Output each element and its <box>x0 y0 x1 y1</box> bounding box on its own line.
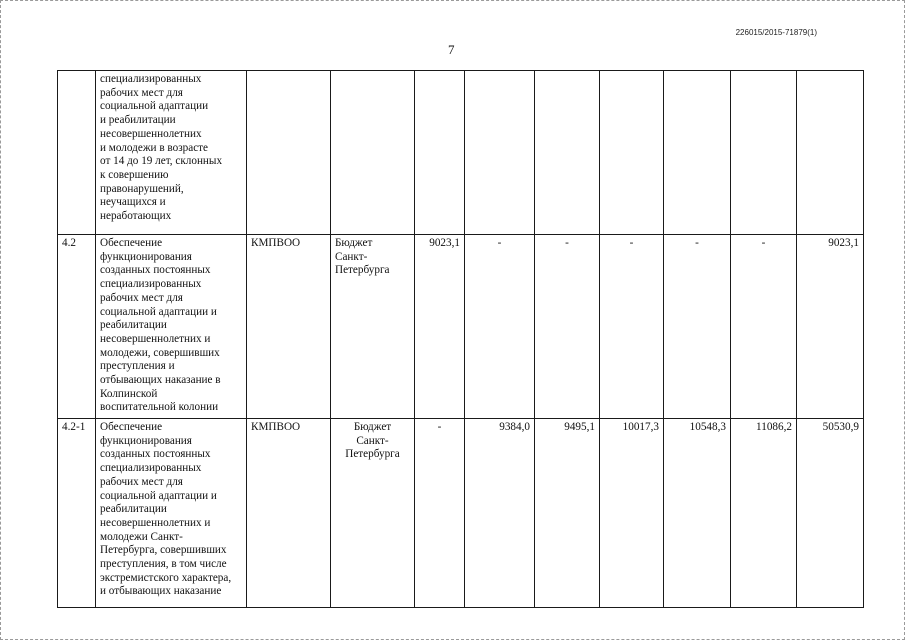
description-line: воспитательной колонии <box>100 401 219 414</box>
description-line: Колпинской <box>100 387 158 400</box>
funding-source-line: Петербурга <box>335 264 390 277</box>
row-value-cell: 9023,1 <box>415 235 465 419</box>
description-line: рабочих мест для <box>100 86 183 99</box>
description-line: социальной адаптации и <box>100 305 217 318</box>
row-description-cell <box>96 71 247 235</box>
row-value-cell: - <box>664 235 731 419</box>
funding-source-line: Петербурга <box>345 448 400 461</box>
description-line: Обеспечение <box>100 237 163 249</box>
description-line: отбывающих наказание в <box>100 374 221 387</box>
row-value-cell: 9495,1 <box>535 419 600 608</box>
description-line: социальной адаптации <box>100 100 209 113</box>
row-value-cell: - <box>535 235 600 419</box>
description-line: и реабилитации <box>100 114 176 127</box>
row-value-cell <box>600 71 664 235</box>
description-line: функционирования <box>100 250 192 263</box>
description-line: несовершеннолетних и <box>100 332 211 345</box>
description-line: несовершеннолетних и <box>100 516 211 529</box>
row-value-cell: - <box>600 235 664 419</box>
program-table <box>57 70 864 608</box>
table-row <box>58 235 864 419</box>
row-value-cell <box>415 71 465 235</box>
description-line: реабилитации <box>100 503 167 516</box>
description-line: рабочих мест для <box>100 475 183 488</box>
description-line: неработающих <box>100 210 172 223</box>
funding-source-line: Бюджет <box>353 421 392 433</box>
row-code-cell: 4.2 <box>58 235 96 419</box>
description-line: созданных постоянных <box>100 264 211 277</box>
funding-source-line: Санкт- <box>356 434 389 447</box>
description-line: молодежи Санкт- <box>100 530 183 543</box>
description-line: Обеспечение <box>100 421 163 433</box>
row-executor-cell: КМПВОО <box>247 419 331 608</box>
row-code-cell: 4.2-1 <box>58 419 96 608</box>
row-funding-source-cell <box>331 71 415 235</box>
description-line: социальной адаптации и <box>100 489 217 502</box>
description-line: молодежи, совершивших <box>100 346 220 359</box>
description-line: специализированных <box>100 73 202 85</box>
description-line: и отбывающих наказание <box>100 585 222 598</box>
row-executor-cell <box>247 71 331 235</box>
row-value-cell: 10548,3 <box>664 419 731 608</box>
row-funding-source-cell <box>331 419 415 608</box>
row-value-cell <box>797 71 864 235</box>
row-value-cell <box>535 71 600 235</box>
description-line: рабочих мест для <box>100 291 183 304</box>
description-line: от 14 до 19 лет, склонных <box>100 155 223 168</box>
page-number: 7 <box>448 42 455 57</box>
description-line: специализированных <box>100 278 202 291</box>
row-value-cell: 9023,1 <box>797 235 864 419</box>
row-funding-source-cell <box>331 235 415 419</box>
row-description-cell <box>96 235 247 419</box>
row-value-cell: - <box>731 235 797 419</box>
description-line: к совершению <box>100 168 169 181</box>
description-line: созданных постоянных <box>100 448 211 461</box>
description-line: несовершеннолетних <box>100 127 202 140</box>
description-line: специализированных <box>100 462 202 475</box>
row-value-cell: - <box>415 419 465 608</box>
row-value-cell: 11086,2 <box>731 419 797 608</box>
row-value-cell: 9384,0 <box>465 419 535 608</box>
description-line: и молодежи в возрасте <box>100 141 209 154</box>
row-value-cell: - <box>465 235 535 419</box>
row-value-cell <box>664 71 731 235</box>
table-row <box>58 419 864 608</box>
row-executor-cell: КМПВОО <box>247 235 331 419</box>
table-row <box>58 71 864 235</box>
funding-source-line: Санкт- <box>335 250 368 263</box>
row-value-cell: 10017,3 <box>600 419 664 608</box>
funding-source-line: Бюджет <box>335 237 373 249</box>
description-line: реабилитации <box>100 319 167 332</box>
description-line: экстремистского характера, <box>100 571 232 584</box>
description-line: неучащихся и <box>100 196 166 209</box>
row-value-cell: 50530,9 <box>797 419 864 608</box>
row-value-cell <box>731 71 797 235</box>
document-id: 226015/2015-71879(1) <box>735 28 817 37</box>
row-code-cell <box>58 71 96 235</box>
description-line: функционирования <box>100 434 192 447</box>
description-line: Петербурга, совершивших <box>100 544 227 557</box>
description-line: преступления, в том числе <box>100 558 227 571</box>
description-line: правонарушений, <box>100 182 184 195</box>
row-value-cell <box>465 71 535 235</box>
row-description-cell <box>96 419 247 608</box>
description-line: преступления и <box>100 360 175 373</box>
